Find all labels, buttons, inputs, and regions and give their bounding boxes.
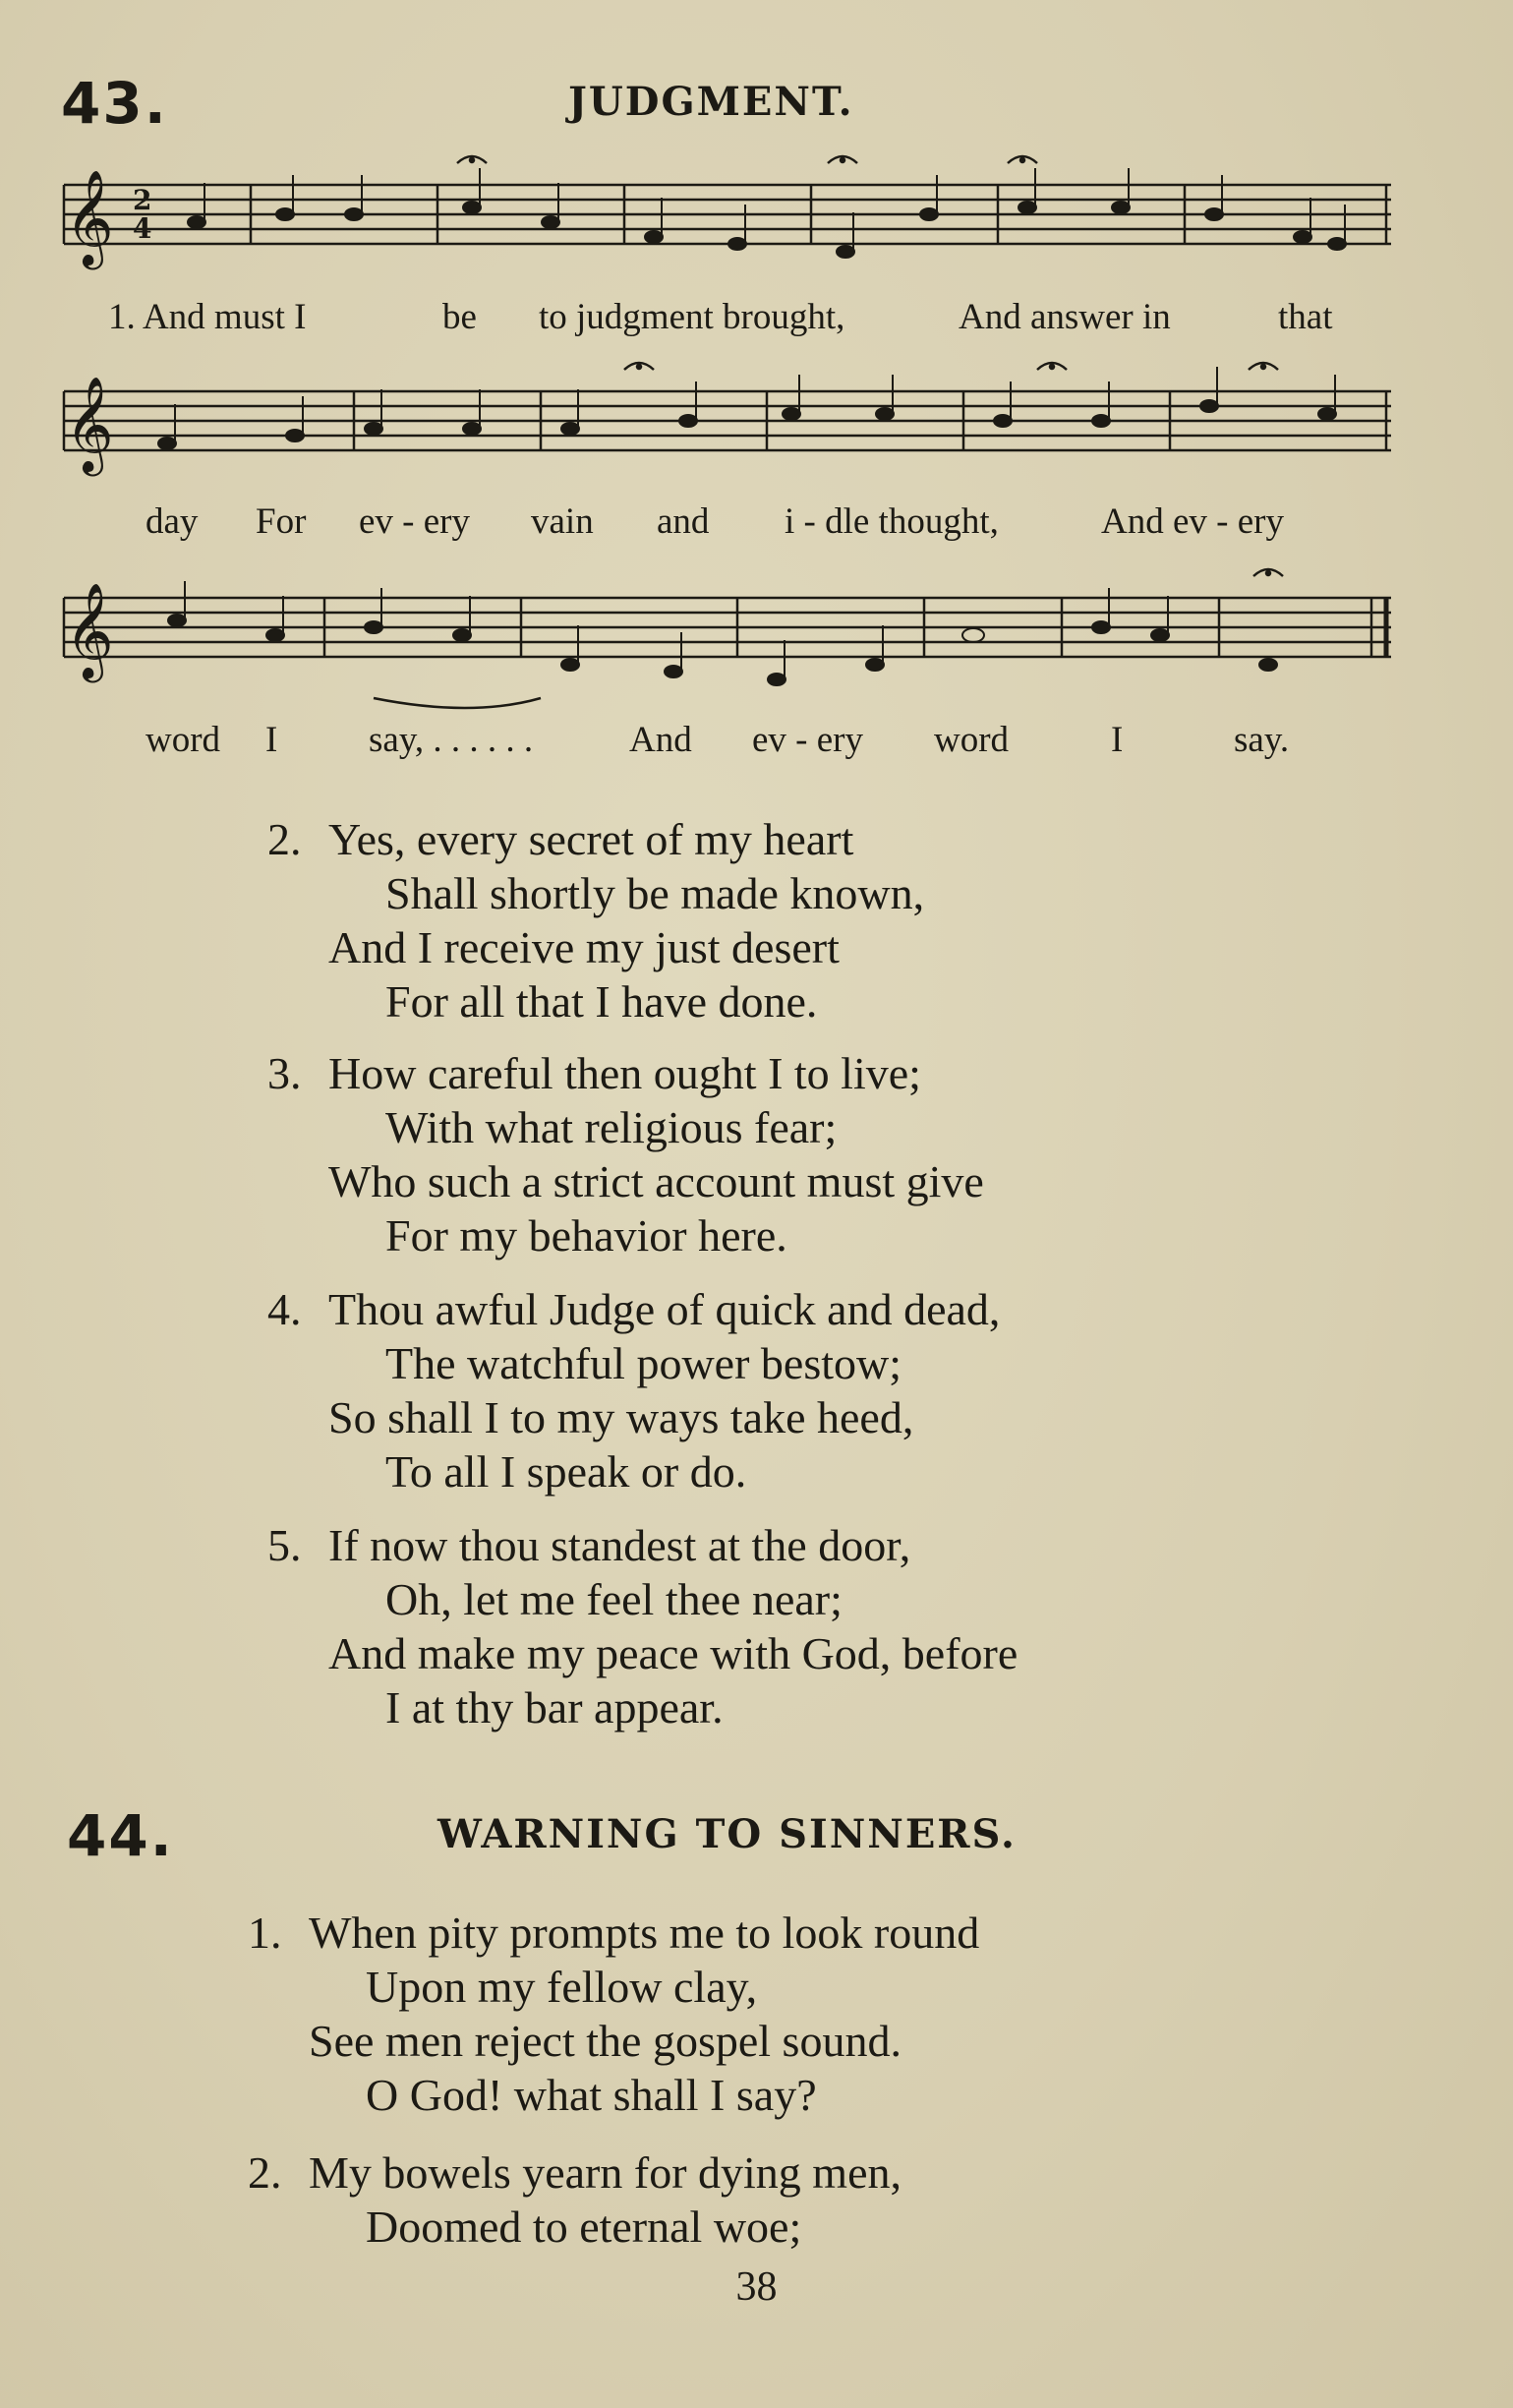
stanza-line: And make my peace with God, before [328, 1628, 1018, 1678]
stanza-number: 1. [248, 1908, 282, 1958]
svg-text:𝄞: 𝄞 [65, 376, 114, 472]
stanza-line: Thou awful Judge of quick and dead, [328, 1284, 1001, 1334]
hymn-title: WARNING TO SINNERS. [437, 1811, 1017, 1857]
stanza-2 [267, 812, 924, 1028]
lyric-row-2 [59, 499, 1396, 545]
lyric-syllable: vain [531, 501, 594, 542]
lyric-syllable: to judgment brought, [539, 297, 845, 337]
stanza-2b [248, 2145, 902, 2254]
stanza-line: So shall I to my ways take heed, [328, 1392, 914, 1442]
lyric-syllable: day [145, 501, 199, 542]
lyric-syllable: and [657, 501, 710, 542]
lyric-syllable: i - dle thought, [785, 501, 999, 542]
stanza-line: O God! what shall I say? [366, 2070, 817, 2120]
hymn-number: 43. [61, 70, 168, 137]
stanza-line: I at thy bar appear. [385, 1682, 724, 1733]
stanza-line: If now thou standest at the door, [328, 1520, 911, 1570]
lyric-syllable: 1. And must I [108, 297, 307, 337]
stanza-line: For my behavior here. [385, 1210, 787, 1261]
svg-text:𝄞: 𝄞 [65, 169, 114, 265]
lyric-syllable: And [629, 720, 692, 760]
stanza-line: To all I speak or do. [385, 1446, 747, 1497]
lyric-syllable: ev - ery [752, 720, 863, 760]
lyric-syllable: I [1111, 720, 1124, 760]
stanza-number: 2. [267, 814, 302, 864]
stanza-line: Shall shortly be made known, [385, 868, 925, 918]
lyric-syllable: that [1278, 297, 1333, 337]
hymn-title: JUDGMENT. [568, 79, 854, 125]
lyric-syllable: word [145, 720, 221, 760]
stanza-line: How careful then ought I to live; [328, 1048, 921, 1098]
stanza-number: 4. [267, 1284, 302, 1334]
hymn-number: 44. [67, 1802, 174, 1869]
stanza-line: See men reject the gospel sound. [309, 2016, 902, 2066]
stanza-5 [267, 1518, 1018, 1734]
lyric-syllable: say. [1234, 720, 1290, 760]
stanza-line: When pity prompts me to look round [309, 1908, 980, 1958]
stanza-number: 2. [248, 2147, 282, 2198]
stanza-line: The watchful power bestow; [385, 1338, 902, 1388]
lyric-syllable: say, . . . . . . [369, 720, 534, 760]
stanza-1 [248, 1906, 979, 2122]
stanza-line: With what religious fear; [385, 1102, 838, 1152]
stanza-line: And I receive my just desert [328, 922, 840, 972]
svg-text:4: 4 [133, 212, 152, 245]
lyric-syllable: And ev - ery [1101, 501, 1284, 542]
stanza-line: Who such a strict account must give [328, 1156, 984, 1206]
stanza-line: Upon my fellow clay, [366, 1962, 758, 2012]
lyric-syllable: ev - ery [359, 501, 470, 542]
page-number: 38 [735, 2264, 778, 2310]
lyric-syllable: word [934, 720, 1010, 760]
stanza-number: 3. [267, 1048, 302, 1098]
lyric-syllable: For [256, 501, 307, 542]
stanza-4 [267, 1282, 1000, 1498]
stanza-line: Oh, let me feel thee near; [385, 1574, 843, 1624]
stanza-line: For all that I have done. [385, 976, 818, 1027]
lyric-syllable: I [265, 720, 278, 760]
lyric-row-3 [59, 718, 1396, 763]
lyric-row-1 [59, 295, 1396, 340]
svg-text:2: 2 [133, 184, 152, 216]
svg-text:𝄞: 𝄞 [65, 582, 114, 678]
stanza-line: Doomed to eternal woe; [366, 2202, 802, 2252]
stanza-number: 5. [267, 1520, 302, 1570]
lyric-syllable: be [442, 297, 477, 337]
stanza-line: Yes, every secret of my heart [328, 814, 854, 864]
stanza-3 [267, 1046, 984, 1263]
stanza-line: My bowels yearn for dying men, [309, 2147, 902, 2198]
lyric-syllable: And answer in [959, 297, 1171, 337]
